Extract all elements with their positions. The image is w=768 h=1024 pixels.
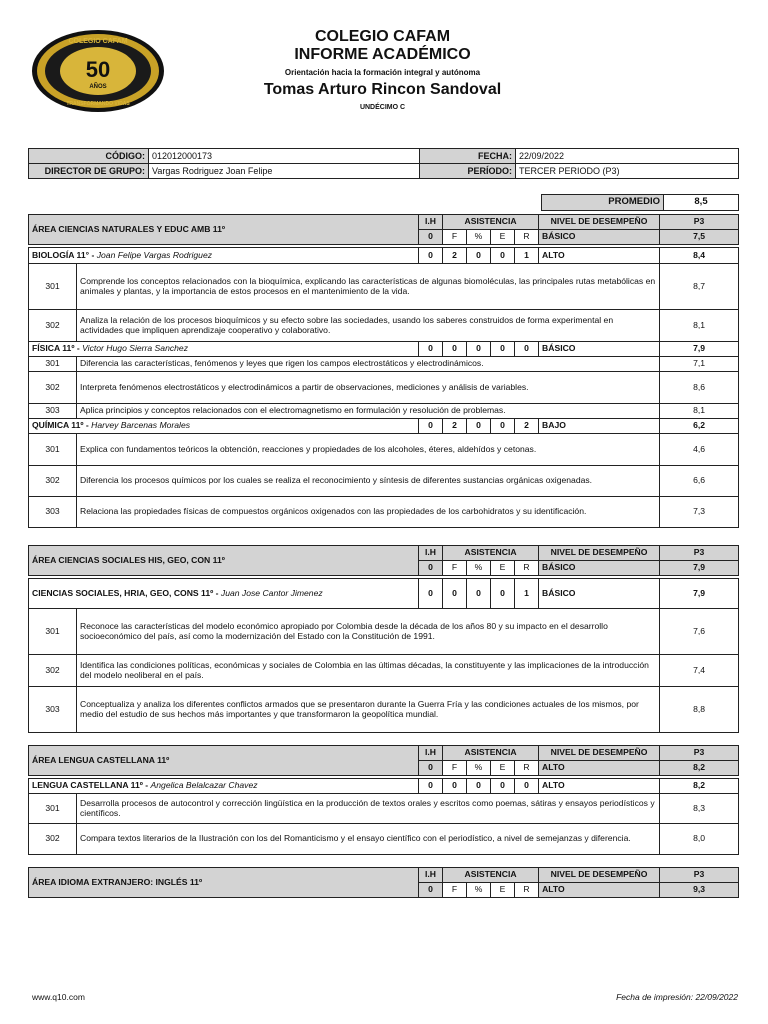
area-level: BÁSICO (539, 230, 660, 245)
item-code: 303 (29, 497, 77, 528)
area-title: ÁREA CIENCIAS SOCIALES HIS, GEO, CON 11º (29, 546, 419, 576)
report-title: INFORME ACADÉMICO (294, 46, 471, 63)
item-text: Analiza la relación de los procesos bioquímicos y su efecto sobre las sociedades, usando los saberes construidos de forma experimental en actividades que impliquen aprendizaje cooperativo y colaborativo. (77, 310, 660, 342)
item-text: Diferencia los procesos químicos por los cuales se realiza el reconocimiento y síntesis de diferentes sustancias orgánicas oxigenadas. (77, 466, 660, 497)
promedio-label: PROMEDIO (542, 195, 664, 211)
item-score: 7,1 (660, 357, 739, 372)
subject-row (29, 419, 739, 434)
period-header: P3 (660, 546, 739, 561)
subject-name: BIOLOGÍA 11° - (32, 249, 95, 260)
item-code: 301 (29, 794, 77, 824)
logo-number: 50 (85, 57, 111, 82)
subject-pct: 0 (467, 248, 491, 264)
item-text: Comprende los conceptos relacionados con la bioquímica, explicando las características de algunas biomoléculas, las principales rutas metabólicas en animales y plantas, y la importancia de estos procesos en el mantenimiento de la vida. (77, 264, 660, 310)
item-text: Conceptualiza y analiza los diferentes conflictos armados que se presentaron durante la Guerra Fría y las condiciones actuales de los mismos, por medio del estudio de sus hechos más importantes y que transformaron la geopolítica mundial. (77, 687, 660, 733)
ih-header: I.H (419, 868, 443, 883)
promedio-box (541, 194, 739, 211)
item-score: 8,8 (660, 687, 739, 733)
e-header: E (491, 883, 515, 898)
r-header: R (515, 230, 539, 245)
teacher-name: Harvey Barcenas Morales (91, 420, 191, 431)
student-name: Tomas Arturo Rincon Sandoval (263, 81, 502, 98)
subject-score: 7,9 (660, 579, 739, 609)
subject-name: CIENCIAS SOCIALES, HRIA, GEO, CONS 11º - (32, 587, 219, 598)
item-code: 302 (29, 310, 77, 342)
area-ih: 0 (419, 761, 443, 776)
subject-r: 1 (515, 248, 539, 264)
f-header: F (443, 561, 467, 576)
ih-header: I.H (419, 215, 443, 230)
codigo-value: 012012000173 (149, 149, 420, 164)
subject-e: 0 (491, 779, 515, 794)
area-ih: 0 (419, 561, 443, 576)
area-ingles (28, 867, 739, 898)
subject-level: BÁSICO (539, 342, 660, 357)
student-info-table (28, 148, 739, 179)
item-row (29, 357, 739, 372)
subject-f: 2 (443, 248, 467, 264)
subject-pct: 0 (467, 779, 491, 794)
subject-score: 6,2 (660, 419, 739, 434)
e-header: E (491, 561, 515, 576)
period-header: P3 (660, 868, 739, 883)
teacher-name: Victor Hugo Sierra Sanchez (82, 343, 188, 354)
footer-site: www.q10.com (32, 992, 85, 1002)
subject-level: ALTO (539, 248, 660, 264)
subject-score: 8,2 (660, 779, 739, 794)
subject-pct: 0 (467, 419, 491, 434)
period-header: P3 (660, 215, 739, 230)
area-score: 9,3 (660, 883, 739, 898)
subject-name-cell (29, 779, 419, 794)
item-score: 8,1 (660, 404, 739, 419)
asistencia-header: ASISTENCIA (443, 546, 539, 561)
asistencia-header: ASISTENCIA (443, 215, 539, 230)
codigo-label: CÓDIGO: (29, 149, 149, 164)
subject-f: 0 (443, 342, 467, 357)
teacher-name: Joan Felipe Vargas Rodriguez (96, 249, 213, 260)
item-code: 301 (29, 434, 77, 466)
grade-label: UNDÉCIMO C (359, 104, 406, 111)
item-code: 302 (29, 655, 77, 687)
subject-score: 8,4 (660, 248, 739, 264)
director-label: DIRECTOR DE GRUPO: (29, 164, 149, 179)
director-value: Vargas Rodriguez Joan Felipe (149, 164, 420, 179)
subject-r: 0 (515, 342, 539, 357)
item-row (29, 824, 739, 855)
item-row (29, 404, 739, 419)
subject-f: 2 (443, 419, 467, 434)
item-score: 8,0 (660, 824, 739, 855)
school-name: COLEGIO CAFAM (314, 28, 451, 45)
e-header: E (491, 230, 515, 245)
logo-sub: AÑOS (89, 84, 107, 90)
area-score: 7,9 (660, 561, 739, 576)
pct-header: % (467, 230, 491, 245)
area-score: 7,5 (660, 230, 739, 245)
item-score: 7,6 (660, 609, 739, 655)
subject-level: BÁSICO (539, 579, 660, 609)
pct-header: % (467, 561, 491, 576)
f-header: F (443, 761, 467, 776)
orientation-subtitle: Orientación hacia la formación integral y autónoma (284, 68, 481, 77)
subject-pct: 0 (467, 579, 491, 609)
subject-ih: 0 (419, 419, 443, 434)
item-text: Explica con fundamentos teóricos la obtención, reacciones y propiedades de los alcoholes, éteres, aldehídos y cetonas. (77, 434, 660, 466)
subject-name: FÍSICA 11º - (32, 343, 80, 354)
subject-row (29, 779, 739, 794)
item-code: 303 (29, 404, 77, 419)
subject-name-cell (29, 419, 419, 434)
f-header: F (443, 230, 467, 245)
subject-ih: 0 (419, 779, 443, 794)
item-score: 8,7 (660, 264, 739, 310)
period-header: P3 (660, 746, 739, 761)
subject-ih: 0 (419, 579, 443, 609)
item-text: Identifica las condiciones políticas, económicas y sociales de Colombia en las últimas décadas, la constituyente y las implicaciones de la introducción del modelo neoliberal en el país. (77, 655, 660, 687)
subject-r: 2 (515, 419, 539, 434)
pct-header: % (467, 883, 491, 898)
item-code: 302 (29, 824, 77, 855)
item-score: 8,6 (660, 372, 739, 404)
promedio-value: 8,5 (664, 195, 739, 211)
item-code: 301 (29, 609, 77, 655)
item-code: 302 (29, 466, 77, 497)
item-score: 6,6 (660, 466, 739, 497)
school-logo (30, 28, 166, 114)
area-lengua-castellana (28, 745, 739, 855)
subject-level: ALTO (539, 779, 660, 794)
area-level: ALTO (539, 883, 660, 898)
f-header: F (443, 883, 467, 898)
logo-bottom-text: TRANSFORMANDO VIDAS (66, 101, 130, 107)
r-header: R (515, 761, 539, 776)
subject-e: 0 (491, 419, 515, 434)
item-score: 8,1 (660, 310, 739, 342)
fecha-label: FECHA: (420, 149, 516, 164)
r-header: R (515, 883, 539, 898)
subject-name: LENGUA CASTELLANA 11º - (32, 780, 149, 791)
item-row (29, 609, 739, 655)
area-score: 8,2 (660, 761, 739, 776)
subject-e: 0 (491, 342, 515, 357)
subject-row (29, 248, 739, 264)
subject-ih: 0 (419, 248, 443, 264)
item-code: 301 (29, 357, 77, 372)
area-ih: 0 (419, 230, 443, 245)
item-row (29, 310, 739, 342)
item-code: 303 (29, 687, 77, 733)
item-row (29, 372, 739, 404)
pct-header: % (467, 761, 491, 776)
teacher-name: Juan Jose Cantor Jimenez (220, 587, 323, 598)
item-text: Aplica principios y conceptos relacionados con el electromagnetismo en formulación y resolución de problemas. (77, 404, 660, 419)
subject-pct: 0 (467, 342, 491, 357)
subject-name-cell (29, 342, 419, 357)
nivel-header: NIVEL DE DESEMPEÑO (539, 868, 660, 883)
item-row (29, 434, 739, 466)
subject-name: QUÍMICA 11º - (32, 420, 89, 431)
e-header: E (491, 761, 515, 776)
ih-header: I.H (419, 746, 443, 761)
r-header: R (515, 561, 539, 576)
area-ciencias-naturales (28, 214, 739, 528)
item-score: 4,6 (660, 434, 739, 466)
item-text: Desarrolla procesos de autocontrol y corrección lingüística en la producción de textos orales y escritos como poemas, sátiras y ensayos periodísticos y científicos. (77, 794, 660, 824)
subject-r: 0 (515, 779, 539, 794)
subject-f: 0 (443, 779, 467, 794)
subject-ih: 0 (419, 342, 443, 357)
nivel-header: NIVEL DE DESEMPEÑO (539, 215, 660, 230)
item-row (29, 655, 739, 687)
subject-e: 0 (491, 248, 515, 264)
logo-ring-text: COLEGIO CAFAM (68, 38, 128, 45)
teacher-name: Angelica Belalcazar Chavez (150, 780, 258, 791)
nivel-header: NIVEL DE DESEMPEÑO (539, 746, 660, 761)
footer-print-date: Fecha de impresión: 22/09/2022 (616, 992, 738, 1002)
subject-level: BAJO (539, 419, 660, 434)
area-title: ÁREA IDIOMA EXTRANJERO: INGLÉS 11º (29, 868, 419, 898)
area-level: BÁSICO (539, 561, 660, 576)
subject-row (29, 579, 739, 609)
nivel-header: NIVEL DE DESEMPEÑO (539, 546, 660, 561)
subject-r: 1 (515, 579, 539, 609)
item-row (29, 687, 739, 733)
subject-score: 7,9 (660, 342, 739, 357)
area-ih: 0 (419, 883, 443, 898)
item-row (29, 794, 739, 824)
fecha-value: 22/09/2022 (516, 149, 739, 164)
item-row (29, 497, 739, 528)
item-score: 7,3 (660, 497, 739, 528)
periodo-value: TERCER PERIODO (P3) (516, 164, 739, 179)
item-text: Reconoce las características del modelo económico apropiado por Colombia desde la década de los años 80 y su impacto en el desarrollo socioeconómico del país, así como la modernización del Estado con la Constitución de 1991. (77, 609, 660, 655)
subject-e: 0 (491, 579, 515, 609)
item-text: Interpreta fenómenos electrostáticos y electrodinámicos a partir de observaciones, mediciones y análisis de variables. (77, 372, 660, 404)
area-title: ÁREA CIENCIAS NATURALES Y EDUC AMB 11º (29, 215, 419, 245)
item-row (29, 264, 739, 310)
area-title: ÁREA LENGUA CASTELLANA 11º (29, 746, 419, 776)
item-text: Diferencia las características, fenómenos y leyes que rigen los campos electrostáticos y electrodinámicos. (77, 357, 660, 372)
periodo-label: PERÍODO: (420, 164, 516, 179)
item-text: Compara textos literarios de la Ilustración con los del Romanticismo y el ensayo científico con el periodístico, a nivel de semejanzas y diferencia. (77, 824, 660, 855)
area-level: ALTO (539, 761, 660, 776)
subject-name-cell (29, 579, 419, 609)
item-score: 7,4 (660, 655, 739, 687)
asistencia-header: ASISTENCIA (443, 868, 539, 883)
item-code: 301 (29, 264, 77, 310)
item-code: 302 (29, 372, 77, 404)
item-text: Relaciona las propiedades físicas de compuestos orgánicos oxigenados con las propiedades de los carbohidratos y su identificación. (77, 497, 660, 528)
item-score: 8,3 (660, 794, 739, 824)
subject-row (29, 342, 739, 357)
subject-name-cell (29, 248, 419, 264)
asistencia-header: ASISTENCIA (443, 746, 539, 761)
item-row (29, 466, 739, 497)
ih-header: I.H (419, 546, 443, 561)
area-ciencias-sociales (28, 545, 739, 733)
subject-f: 0 (443, 579, 467, 609)
